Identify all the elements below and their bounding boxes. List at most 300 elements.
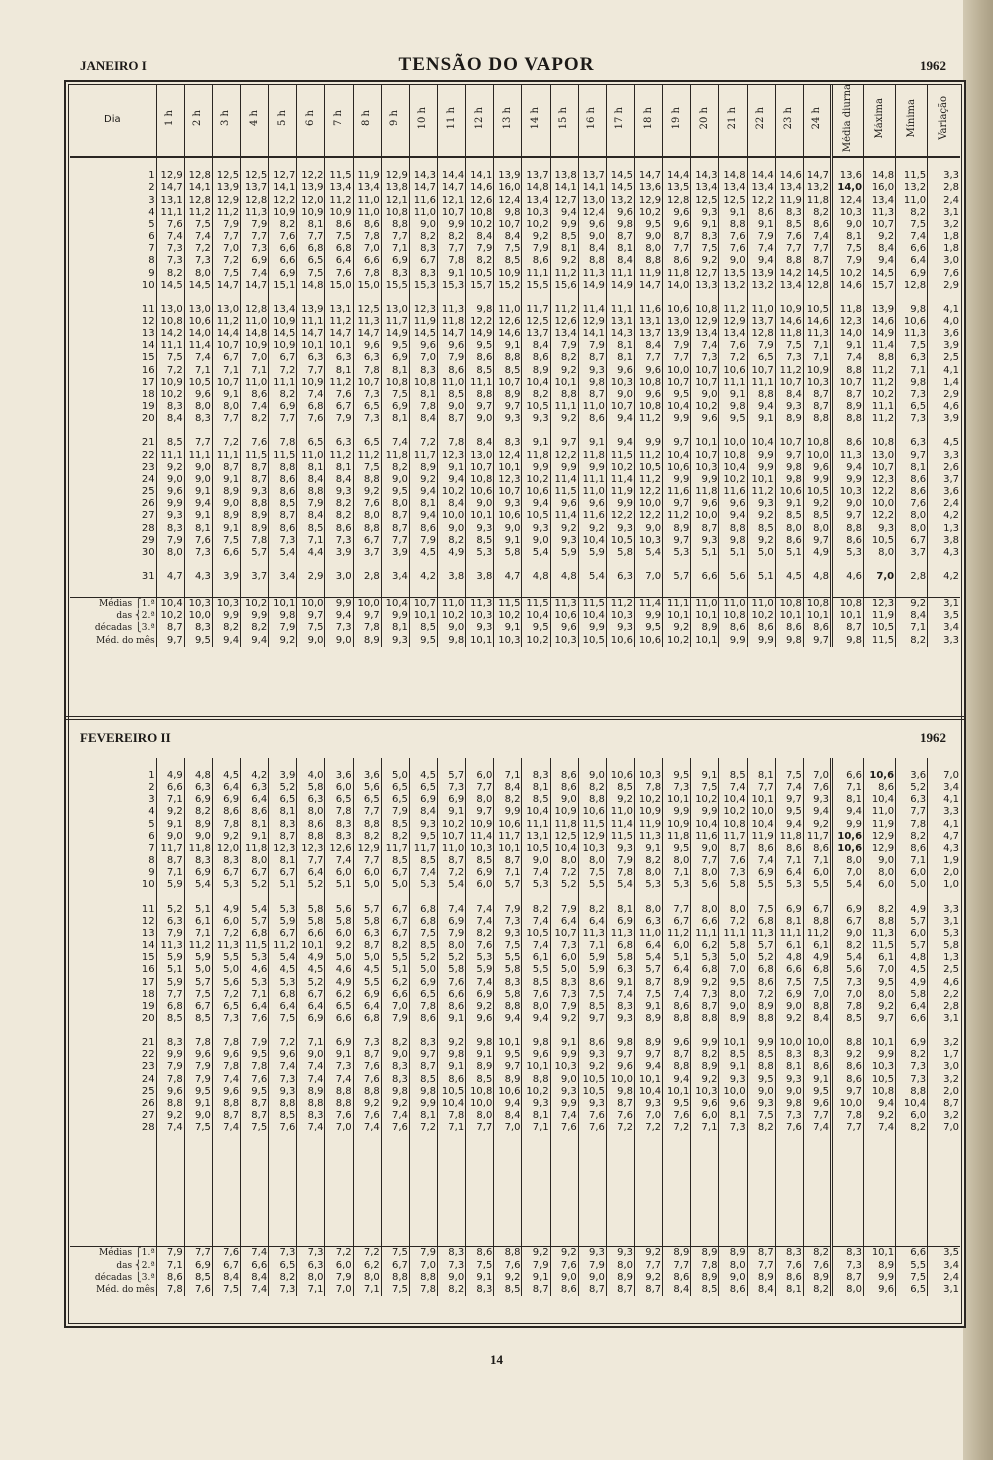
- value-cell: 7,5: [212, 268, 240, 280]
- value-cell: 5,5: [212, 952, 240, 964]
- value-cell: 9,1: [438, 268, 466, 280]
- value-cell: 8,3: [297, 1110, 325, 1122]
- spacer-cell: [691, 559, 719, 571]
- value-cell: 7,9: [494, 904, 522, 916]
- value-cell: 10,5: [864, 1074, 896, 1086]
- value-cell: 10,4: [522, 806, 550, 818]
- filler-cell: [381, 583, 409, 598]
- spacer-cell: [522, 1025, 550, 1037]
- value-cell: 5,8: [896, 989, 928, 1001]
- value-cell: 9,7: [663, 437, 691, 449]
- spacer-cell: [928, 559, 960, 571]
- value-cell: 11,1: [522, 819, 550, 831]
- value-cell: 10,8: [719, 819, 747, 831]
- value-cell: 9,5: [803, 1086, 831, 1098]
- mean-cell: 8,6: [719, 1284, 747, 1296]
- value-cell: 6,5: [381, 794, 409, 806]
- value-cell: 8,2: [578, 782, 606, 794]
- value-cell: 10,6: [466, 486, 494, 498]
- column-header-hour: [775, 84, 803, 157]
- value-cell: 8,9: [635, 1013, 663, 1025]
- value-cell: 9,9: [663, 806, 691, 818]
- value-cell: 11,0: [578, 486, 606, 498]
- value-cell: 10,2: [466, 219, 494, 231]
- filler-cell: [747, 583, 775, 598]
- value-cell: 9,2: [864, 231, 896, 243]
- value-cell: 8,8: [635, 255, 663, 267]
- value-cell: 6,6: [775, 964, 803, 976]
- value-cell: 8,0: [719, 904, 747, 916]
- mean-cell: 9,3: [606, 622, 634, 634]
- mean-cell: 10,1: [691, 610, 719, 622]
- value-cell: 7,8: [241, 1061, 269, 1073]
- value-cell: 9,0: [691, 843, 719, 855]
- mean-cell: 10,3: [184, 598, 212, 611]
- spacer-cell: [663, 292, 691, 304]
- value-cell: 8,7: [212, 462, 240, 474]
- value-cell: 11,0: [635, 928, 663, 940]
- mean-cell: 8,7: [747, 1247, 775, 1260]
- filler-cell: [156, 1134, 184, 1247]
- value-cell: 11,3: [438, 304, 466, 316]
- value-cell: 8,5: [803, 510, 831, 522]
- filler-cell: [606, 583, 634, 598]
- mean-cell: 9,0: [297, 635, 325, 647]
- value-cell: 15,5: [381, 280, 409, 292]
- value-cell: 9,1: [212, 523, 240, 535]
- value-cell: 7,4: [466, 916, 494, 928]
- value-cell: 9,3: [606, 1013, 634, 1025]
- value-cell: 8,8: [775, 255, 803, 267]
- value-cell: 7,8: [325, 806, 353, 818]
- value-cell: 8,5: [466, 855, 494, 867]
- value-cell: 9,5: [719, 413, 747, 425]
- value-cell: 7,1: [438, 1122, 466, 1134]
- value-cell: 7,6: [241, 437, 269, 449]
- column-header-stat: [864, 84, 896, 157]
- value-cell: 11,3: [156, 940, 184, 952]
- value-cell: 7,1: [896, 365, 928, 377]
- value-cell: 10,7: [832, 377, 864, 389]
- value-cell: 13,9: [494, 170, 522, 182]
- mean-cell: 7,5: [297, 622, 325, 634]
- value-cell: 5,0: [719, 952, 747, 964]
- filler-cell: [803, 583, 831, 598]
- spacer-cell: [409, 425, 437, 437]
- value-cell: 9,2: [550, 413, 578, 425]
- value-cell: 11,0: [864, 806, 896, 818]
- value-cell: 8,1: [184, 523, 212, 535]
- value-cell: 8,7: [269, 831, 297, 843]
- value-cell: 10,0: [635, 498, 663, 510]
- value-cell: 8,6: [803, 219, 831, 231]
- value-cell: 8,2: [269, 389, 297, 401]
- value-cell: 8,5: [438, 389, 466, 401]
- value-cell: 5,7: [438, 770, 466, 782]
- column-header-dia: Dia: [70, 84, 156, 157]
- value-cell: 6,9: [466, 989, 494, 1001]
- spacer-cell: [409, 892, 437, 904]
- mean-cell: 9,5: [409, 635, 437, 647]
- value-cell: 7,8: [353, 231, 381, 243]
- spacer-cell: [864, 425, 896, 437]
- spacer-row: [70, 292, 960, 304]
- value-cell: 8,6: [775, 843, 803, 855]
- spacer-cell: [719, 292, 747, 304]
- value-cell: 8,8: [832, 1037, 864, 1049]
- value-cell: 3,9: [325, 547, 353, 559]
- value-cell: 8,6: [663, 255, 691, 267]
- value-cell: 11,2: [184, 940, 212, 952]
- value-cell: 6,7: [381, 904, 409, 916]
- value-cell: 10,2: [719, 474, 747, 486]
- mean-cell: 10,7: [409, 598, 437, 611]
- value-cell: 5,7: [241, 547, 269, 559]
- value-cell: 8,0: [184, 401, 212, 413]
- table-row: [70, 219, 960, 231]
- value-cell: 8,8: [269, 462, 297, 474]
- value-cell: 7,0: [494, 1122, 522, 1134]
- value-cell: 4,2: [241, 770, 269, 782]
- value-cell: 10,7: [775, 437, 803, 449]
- mean-cell: 10,1: [864, 1247, 896, 1260]
- mean-cell: 8,7: [606, 1284, 634, 1296]
- column-header-stat: [832, 84, 864, 157]
- value-cell: 6,4: [325, 255, 353, 267]
- value-cell: 8,3: [325, 831, 353, 843]
- value-cell: 3,7: [353, 547, 381, 559]
- column-header-label: 3 h: [220, 110, 232, 127]
- value-cell: 6,3: [606, 571, 634, 583]
- value-cell: 10,5: [438, 1086, 466, 1098]
- mean-cell: 9,9: [381, 610, 409, 622]
- value-cell: 7,5: [832, 243, 864, 255]
- value-cell: 8,6: [747, 977, 775, 989]
- value-cell: 9,5: [663, 843, 691, 855]
- value-cell: 9,1: [747, 413, 775, 425]
- value-cell: 5,3: [241, 952, 269, 964]
- value-cell: 7,6: [775, 1122, 803, 1134]
- value-cell: 7,4: [466, 904, 494, 916]
- mean-cell: 9,7: [353, 610, 381, 622]
- value-cell: 12,2: [297, 170, 325, 182]
- value-cell: 9,4: [864, 255, 896, 267]
- value-cell: 7,4: [241, 401, 269, 413]
- value-cell: 7,0: [803, 989, 831, 1001]
- value-cell: 8,8: [522, 1074, 550, 1086]
- value-cell: 11,2: [184, 207, 212, 219]
- value-cell: 5,3: [269, 977, 297, 989]
- value-cell: 11,3: [241, 207, 269, 219]
- value-cell: 12,9: [635, 195, 663, 207]
- mean-cell: 8,0: [832, 1284, 864, 1296]
- filler-cell: [928, 583, 960, 598]
- day-cell: 1: [148, 770, 155, 781]
- spacer-cell: [269, 559, 297, 571]
- day-cell: 11: [141, 303, 155, 315]
- day-cell: 6: [148, 830, 155, 842]
- mean-cell: 7,3: [438, 1260, 466, 1272]
- table-row: [70, 571, 960, 583]
- value-cell: 12,0: [297, 195, 325, 207]
- value-cell: 7,3: [550, 940, 578, 952]
- value-cell: 3,3: [928, 904, 960, 916]
- value-cell: 7,4: [438, 904, 466, 916]
- spacer-cell: [864, 559, 896, 571]
- value-cell: 10,1: [663, 1086, 691, 1098]
- mean-cell: 11,0: [747, 598, 775, 611]
- value-cell: 4,5: [353, 964, 381, 976]
- mean-cell: 8,1: [381, 622, 409, 634]
- value-cell: 6,4: [896, 255, 928, 267]
- value-cell: 13,7: [522, 170, 550, 182]
- value-cell: 9,3: [269, 1086, 297, 1098]
- day-cell: 16: [141, 964, 155, 976]
- value-cell: 10,3: [635, 535, 663, 547]
- value-cell: 11,8: [775, 328, 803, 340]
- value-cell: 6,4: [241, 1001, 269, 1013]
- value-cell: 7,4: [663, 989, 691, 1001]
- column-header-label: 13 h: [501, 106, 513, 130]
- filler-cell: [775, 1134, 803, 1247]
- value-cell: 7,6: [550, 1122, 578, 1134]
- mean-row: [70, 1247, 960, 1260]
- value-cell: 11,0: [353, 195, 381, 207]
- value-cell: 9,3: [466, 523, 494, 535]
- value-cell: 7,4: [184, 352, 212, 364]
- value-cell: 13,7: [635, 328, 663, 340]
- mean-cell: 9,9: [212, 610, 240, 622]
- table-row: [70, 450, 960, 462]
- value-cell: 14,5: [156, 280, 184, 292]
- value-cell: 3,1: [928, 207, 960, 219]
- filler-cell: [522, 1134, 550, 1247]
- value-cell: 7,1: [212, 365, 240, 377]
- value-cell: 8,1: [606, 340, 634, 352]
- value-cell: 6,9: [409, 794, 437, 806]
- day-cell: 3: [148, 194, 155, 206]
- spacer-cell: [578, 425, 606, 437]
- value-cell: 13,4: [719, 328, 747, 340]
- value-cell: 14,7: [635, 170, 663, 182]
- table-row: [70, 1001, 960, 1013]
- value-cell: 10,0: [663, 365, 691, 377]
- mean-cell: 9,8: [775, 635, 803, 647]
- value-cell: 7,2: [212, 255, 240, 267]
- value-cell: 8,4: [494, 1110, 522, 1122]
- value-cell: 11,3: [896, 328, 928, 340]
- value-cell: 8,2: [466, 928, 494, 940]
- filler-cell: [494, 1134, 522, 1247]
- mean-cell: 8,5: [691, 1284, 719, 1296]
- value-cell: 7,5: [269, 1013, 297, 1025]
- value-cell: 7,7: [297, 365, 325, 377]
- value-cell: 8,7: [928, 1098, 960, 1110]
- value-cell: 8,6: [466, 352, 494, 364]
- value-cell: 5,3: [663, 547, 691, 559]
- column-header-label: Mínima: [905, 98, 917, 138]
- value-cell: 9,5: [381, 340, 409, 352]
- value-cell: 5,2: [550, 879, 578, 891]
- spacer-cell: [241, 292, 269, 304]
- spacer-cell: [353, 892, 381, 904]
- spacer-cell: [864, 758, 896, 770]
- value-cell: 7,3: [184, 547, 212, 559]
- mean-cell: 9,8: [438, 635, 466, 647]
- value-cell: 11,2: [550, 304, 578, 316]
- value-cell: 9,0: [635, 231, 663, 243]
- value-cell: 8,8: [803, 1001, 831, 1013]
- value-cell: 9,5: [241, 1086, 269, 1098]
- value-cell: 7,1: [691, 1122, 719, 1134]
- value-cell: 14,0: [832, 182, 864, 194]
- value-cell: 8,9: [719, 1013, 747, 1025]
- value-cell: 7,7: [775, 243, 803, 255]
- value-cell: 6,3: [635, 916, 663, 928]
- value-cell: 9,4: [522, 498, 550, 510]
- value-cell: 8,4: [297, 510, 325, 522]
- value-cell: 10,7: [691, 450, 719, 462]
- value-cell: 7,1: [241, 989, 269, 1001]
- column-header-label: 2 h: [192, 110, 204, 127]
- value-cell: 5,9: [578, 964, 606, 976]
- value-cell: 8,8: [494, 1001, 522, 1013]
- value-cell: 11,1: [466, 377, 494, 389]
- mean-cell: 10,6: [635, 635, 663, 647]
- value-cell: 7,9: [184, 1074, 212, 1086]
- table-row: [70, 879, 960, 891]
- value-cell: 8,0: [775, 523, 803, 535]
- value-cell: 8,8: [156, 1098, 184, 1110]
- value-cell: 8,8: [578, 794, 606, 806]
- value-cell: 10,8: [381, 207, 409, 219]
- value-cell: 9,1: [550, 1037, 578, 1049]
- value-cell: 8,7: [381, 523, 409, 535]
- day-cell: 26: [141, 498, 155, 510]
- value-cell: 3,7: [928, 474, 960, 486]
- spacer-cell: [409, 1025, 437, 1037]
- value-cell: 6,6: [896, 1013, 928, 1025]
- value-cell: 7,4: [212, 1074, 240, 1086]
- value-cell: 8,3: [269, 819, 297, 831]
- spacer-cell: [663, 892, 691, 904]
- value-cell: 8,1: [381, 365, 409, 377]
- value-cell: 11,7: [719, 831, 747, 843]
- column-header-hour: [212, 84, 240, 157]
- value-cell: 2,0: [928, 867, 960, 879]
- value-cell: 7,3: [896, 1074, 928, 1086]
- mean-cell: 7,5: [466, 1260, 494, 1272]
- value-cell: 15,1: [269, 280, 297, 292]
- value-cell: 7,7: [212, 413, 240, 425]
- value-cell: 9,7: [803, 535, 831, 547]
- value-cell: 10,2: [719, 806, 747, 818]
- value-cell: 5,4: [635, 547, 663, 559]
- february-block: [70, 758, 960, 1296]
- value-cell: 12,9: [864, 831, 896, 843]
- value-cell: 12,3: [438, 450, 466, 462]
- value-cell: 3,3: [928, 450, 960, 462]
- value-cell: 5,9: [466, 964, 494, 976]
- mean-cell: 10,1: [803, 610, 831, 622]
- value-cell: 9,7: [606, 1049, 634, 1061]
- value-cell: 9,8: [719, 401, 747, 413]
- value-cell: 8,5: [297, 523, 325, 535]
- value-cell: 5,2: [409, 952, 437, 964]
- spacer-cell: [212, 292, 240, 304]
- value-cell: 2,6: [928, 462, 960, 474]
- value-cell: 11,8: [775, 831, 803, 843]
- value-cell: 6,6: [212, 547, 240, 559]
- value-cell: 8,3: [522, 770, 550, 782]
- value-cell: 8,9: [663, 977, 691, 989]
- value-cell: 4,6: [241, 964, 269, 976]
- value-cell: 11,1: [606, 268, 634, 280]
- value-cell: 15,7: [864, 280, 896, 292]
- value-cell: 10,3: [550, 1061, 578, 1073]
- value-cell: 6,0: [212, 916, 240, 928]
- value-cell: 9,0: [832, 498, 864, 510]
- table-row: [70, 1074, 960, 1086]
- spacer-row: [70, 892, 960, 904]
- value-cell: 2,4: [928, 195, 960, 207]
- value-cell: 8,5: [578, 1001, 606, 1013]
- spacer-cell: [494, 559, 522, 571]
- table-row: [70, 547, 960, 559]
- mean-label: Médias ⎧1.ª: [70, 1247, 156, 1260]
- value-cell: 7,9: [156, 535, 184, 547]
- spacer-cell: [719, 425, 747, 437]
- value-cell: 9,2: [803, 819, 831, 831]
- spacer-cell: [156, 157, 184, 170]
- value-cell: 9,0: [381, 474, 409, 486]
- value-cell: 13,2: [896, 182, 928, 194]
- value-cell: 11,3: [803, 328, 831, 340]
- value-cell: 8,9: [212, 510, 240, 522]
- spacer-cell: [438, 1025, 466, 1037]
- value-cell: 5,5: [494, 952, 522, 964]
- value-cell: 9,8: [606, 1037, 634, 1049]
- spacer-cell: [466, 892, 494, 904]
- mean-cell: 8,9: [803, 1272, 831, 1284]
- value-cell: 6,0: [325, 867, 353, 879]
- spacer-cell: [803, 157, 831, 170]
- value-cell: 9,2: [438, 1037, 466, 1049]
- filler-cell: [635, 583, 663, 598]
- day-cell: 17: [141, 376, 155, 388]
- value-cell: 9,6: [184, 1049, 212, 1061]
- value-cell: 9,4: [494, 1098, 522, 1110]
- value-cell: 5,2: [297, 977, 325, 989]
- value-cell: 8,3: [494, 977, 522, 989]
- value-cell: 8,4: [578, 243, 606, 255]
- value-cell: 7,9: [184, 1061, 212, 1073]
- value-cell: 13,4: [550, 328, 578, 340]
- mean-cell: 10,3: [550, 635, 578, 647]
- value-cell: 4,7: [156, 571, 184, 583]
- value-cell: 7,6: [353, 1061, 381, 1073]
- value-cell: 10,3: [466, 843, 494, 855]
- value-cell: 7,4: [325, 1074, 353, 1086]
- value-cell: 8,4: [409, 413, 437, 425]
- mean-cell: 10,5: [578, 635, 606, 647]
- spacer-cell: [928, 1025, 960, 1037]
- mean-cell: 7,8: [156, 1284, 184, 1296]
- value-cell: 13,0: [466, 450, 494, 462]
- value-cell: 8,7: [269, 510, 297, 522]
- day-cell: 8: [148, 855, 155, 867]
- value-cell: 1,7: [928, 1049, 960, 1061]
